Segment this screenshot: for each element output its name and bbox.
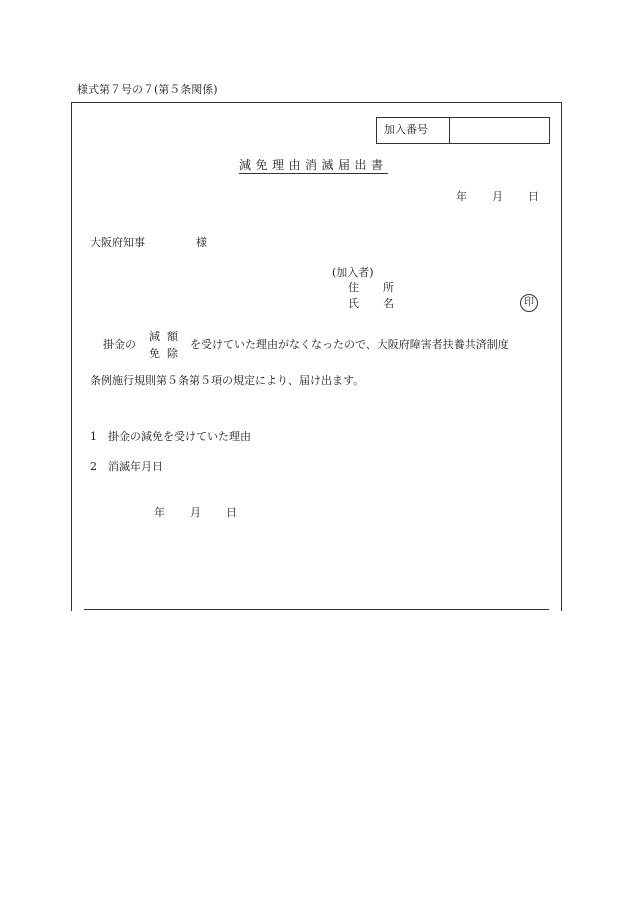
form-style-label: 様式第７号の７(第５条関係) [77, 83, 218, 96]
name-label-1: 氏 [348, 297, 359, 310]
exempt-char-1: 免 [149, 347, 160, 360]
membership-number-label: 加入番号 [384, 123, 428, 136]
form-bottom-rule [84, 609, 549, 610]
body-prefix: 掛金の [103, 338, 136, 351]
reduce-char-1: 減 [149, 330, 160, 343]
body-line-1: を受けていた理由がなくなったので、大阪府障害者扶養共済制度 [190, 338, 509, 351]
body-line-2: 条例施行規則第５条第５項の規定により、届け出ます。 [90, 374, 365, 387]
date-day: 日 [528, 190, 539, 203]
item-2-day: 日 [226, 506, 237, 519]
item-2-month: 月 [190, 506, 201, 519]
item-2-year: 年 [154, 506, 165, 519]
item-2-text: 消滅年月日 [108, 460, 163, 473]
exempt-char-2: 除 [167, 347, 178, 360]
item-1-text: 掛金の減免を受けていた理由 [108, 430, 251, 443]
reduce-char-2: 額 [167, 330, 178, 343]
address-label-2: 所 [383, 281, 394, 294]
membership-number-divider [449, 118, 450, 143]
applicant-header: (加入者) [332, 266, 374, 279]
name-label-2: 名 [383, 297, 394, 310]
item-1-number: 1 [90, 430, 97, 443]
form-title: 減免理由消滅届出書 [239, 158, 388, 172]
seal-mark: 印 [520, 294, 538, 312]
item-2-number: 2 [90, 460, 97, 473]
addressee-honorific: 様 [196, 236, 207, 249]
date-month: 月 [492, 190, 503, 203]
addressee: 大阪府知事 [90, 236, 145, 249]
form-frame [71, 102, 562, 611]
date-year: 年 [456, 190, 467, 203]
address-label-1: 住 [348, 281, 359, 294]
